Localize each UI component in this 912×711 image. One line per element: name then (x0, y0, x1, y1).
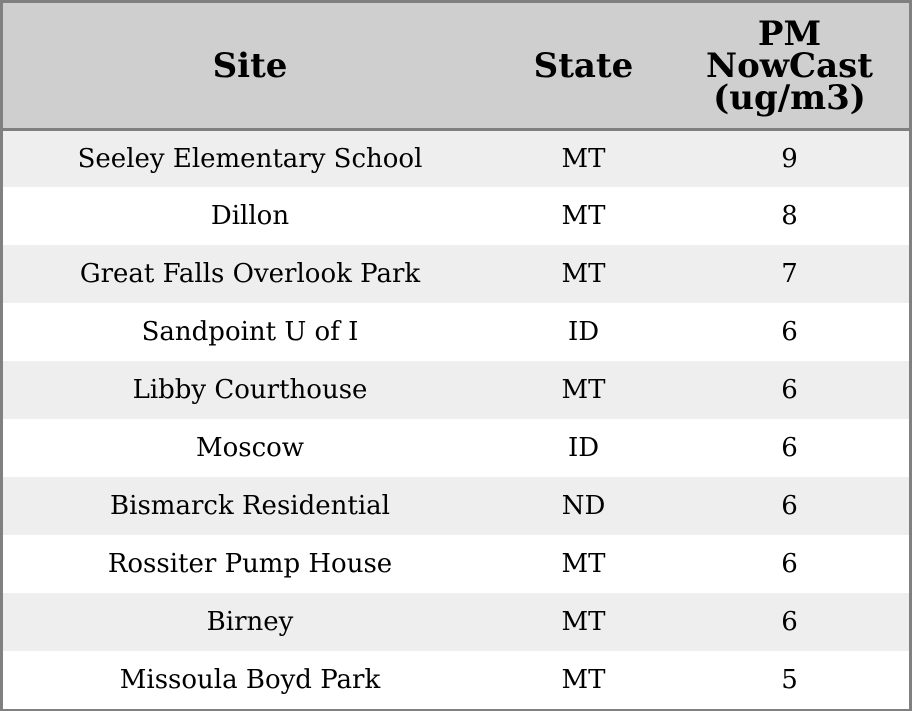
state-cell: MT (497, 361, 670, 419)
site-cell: Sandpoint U of I (3, 303, 497, 361)
state-cell: MT (497, 535, 670, 593)
table-row (3, 245, 909, 303)
table-body (3, 130, 909, 710)
state-cell: MT (497, 245, 670, 303)
pm-header-line-3: (ug/m3) (713, 77, 866, 118)
pm-value-cell: 6 (670, 535, 909, 593)
site-cell: Bismarck Residential (3, 477, 497, 535)
site-cell: Moscow (3, 419, 497, 477)
pm-header-line-2: NowCast (706, 45, 873, 86)
site-cell: Seeley Elementary School (3, 130, 497, 188)
data-table (3, 3, 909, 709)
pm-value-cell: 7 (670, 245, 909, 303)
state-cell: MT (497, 651, 670, 709)
state-cell: MT (497, 593, 670, 651)
state-cell: MT (497, 187, 670, 245)
table-row (3, 187, 909, 245)
table-row (3, 593, 909, 651)
table-row (3, 477, 909, 535)
pm-value-cell: 5 (670, 651, 909, 709)
pm-value-cell: 8 (670, 187, 909, 245)
table-row (3, 130, 909, 188)
table-row (3, 361, 909, 419)
pm-header-line-1: PM (757, 13, 822, 54)
pm-value-cell: 6 (670, 477, 909, 535)
site-cell: Birney (3, 593, 497, 651)
table-row (3, 419, 909, 477)
state-cell: ID (497, 303, 670, 361)
site-cell: Dillon (3, 187, 497, 245)
site-cell: Rossiter Pump House (3, 535, 497, 593)
state-cell: ND (497, 477, 670, 535)
pm-value-cell: 9 (670, 130, 909, 188)
pm-value-cell: 6 (670, 593, 909, 651)
pm-value-cell: 6 (670, 303, 909, 361)
table-row (3, 651, 909, 709)
column-header-pm-nowcast (670, 3, 909, 130)
state-cell: MT (497, 130, 670, 188)
table-row (3, 303, 909, 361)
site-cell: Great Falls Overlook Park (3, 245, 497, 303)
pm-value-cell: 6 (670, 419, 909, 477)
site-cell: Missoula Boyd Park (3, 651, 497, 709)
table-row (3, 535, 909, 593)
pm-value-cell: 6 (670, 361, 909, 419)
state-cell: ID (497, 419, 670, 477)
table-header (3, 3, 909, 130)
column-header-site: Site (3, 3, 497, 130)
header-row (3, 3, 909, 130)
site-cell: Libby Courthouse (3, 361, 497, 419)
column-header-state: State (497, 3, 670, 130)
